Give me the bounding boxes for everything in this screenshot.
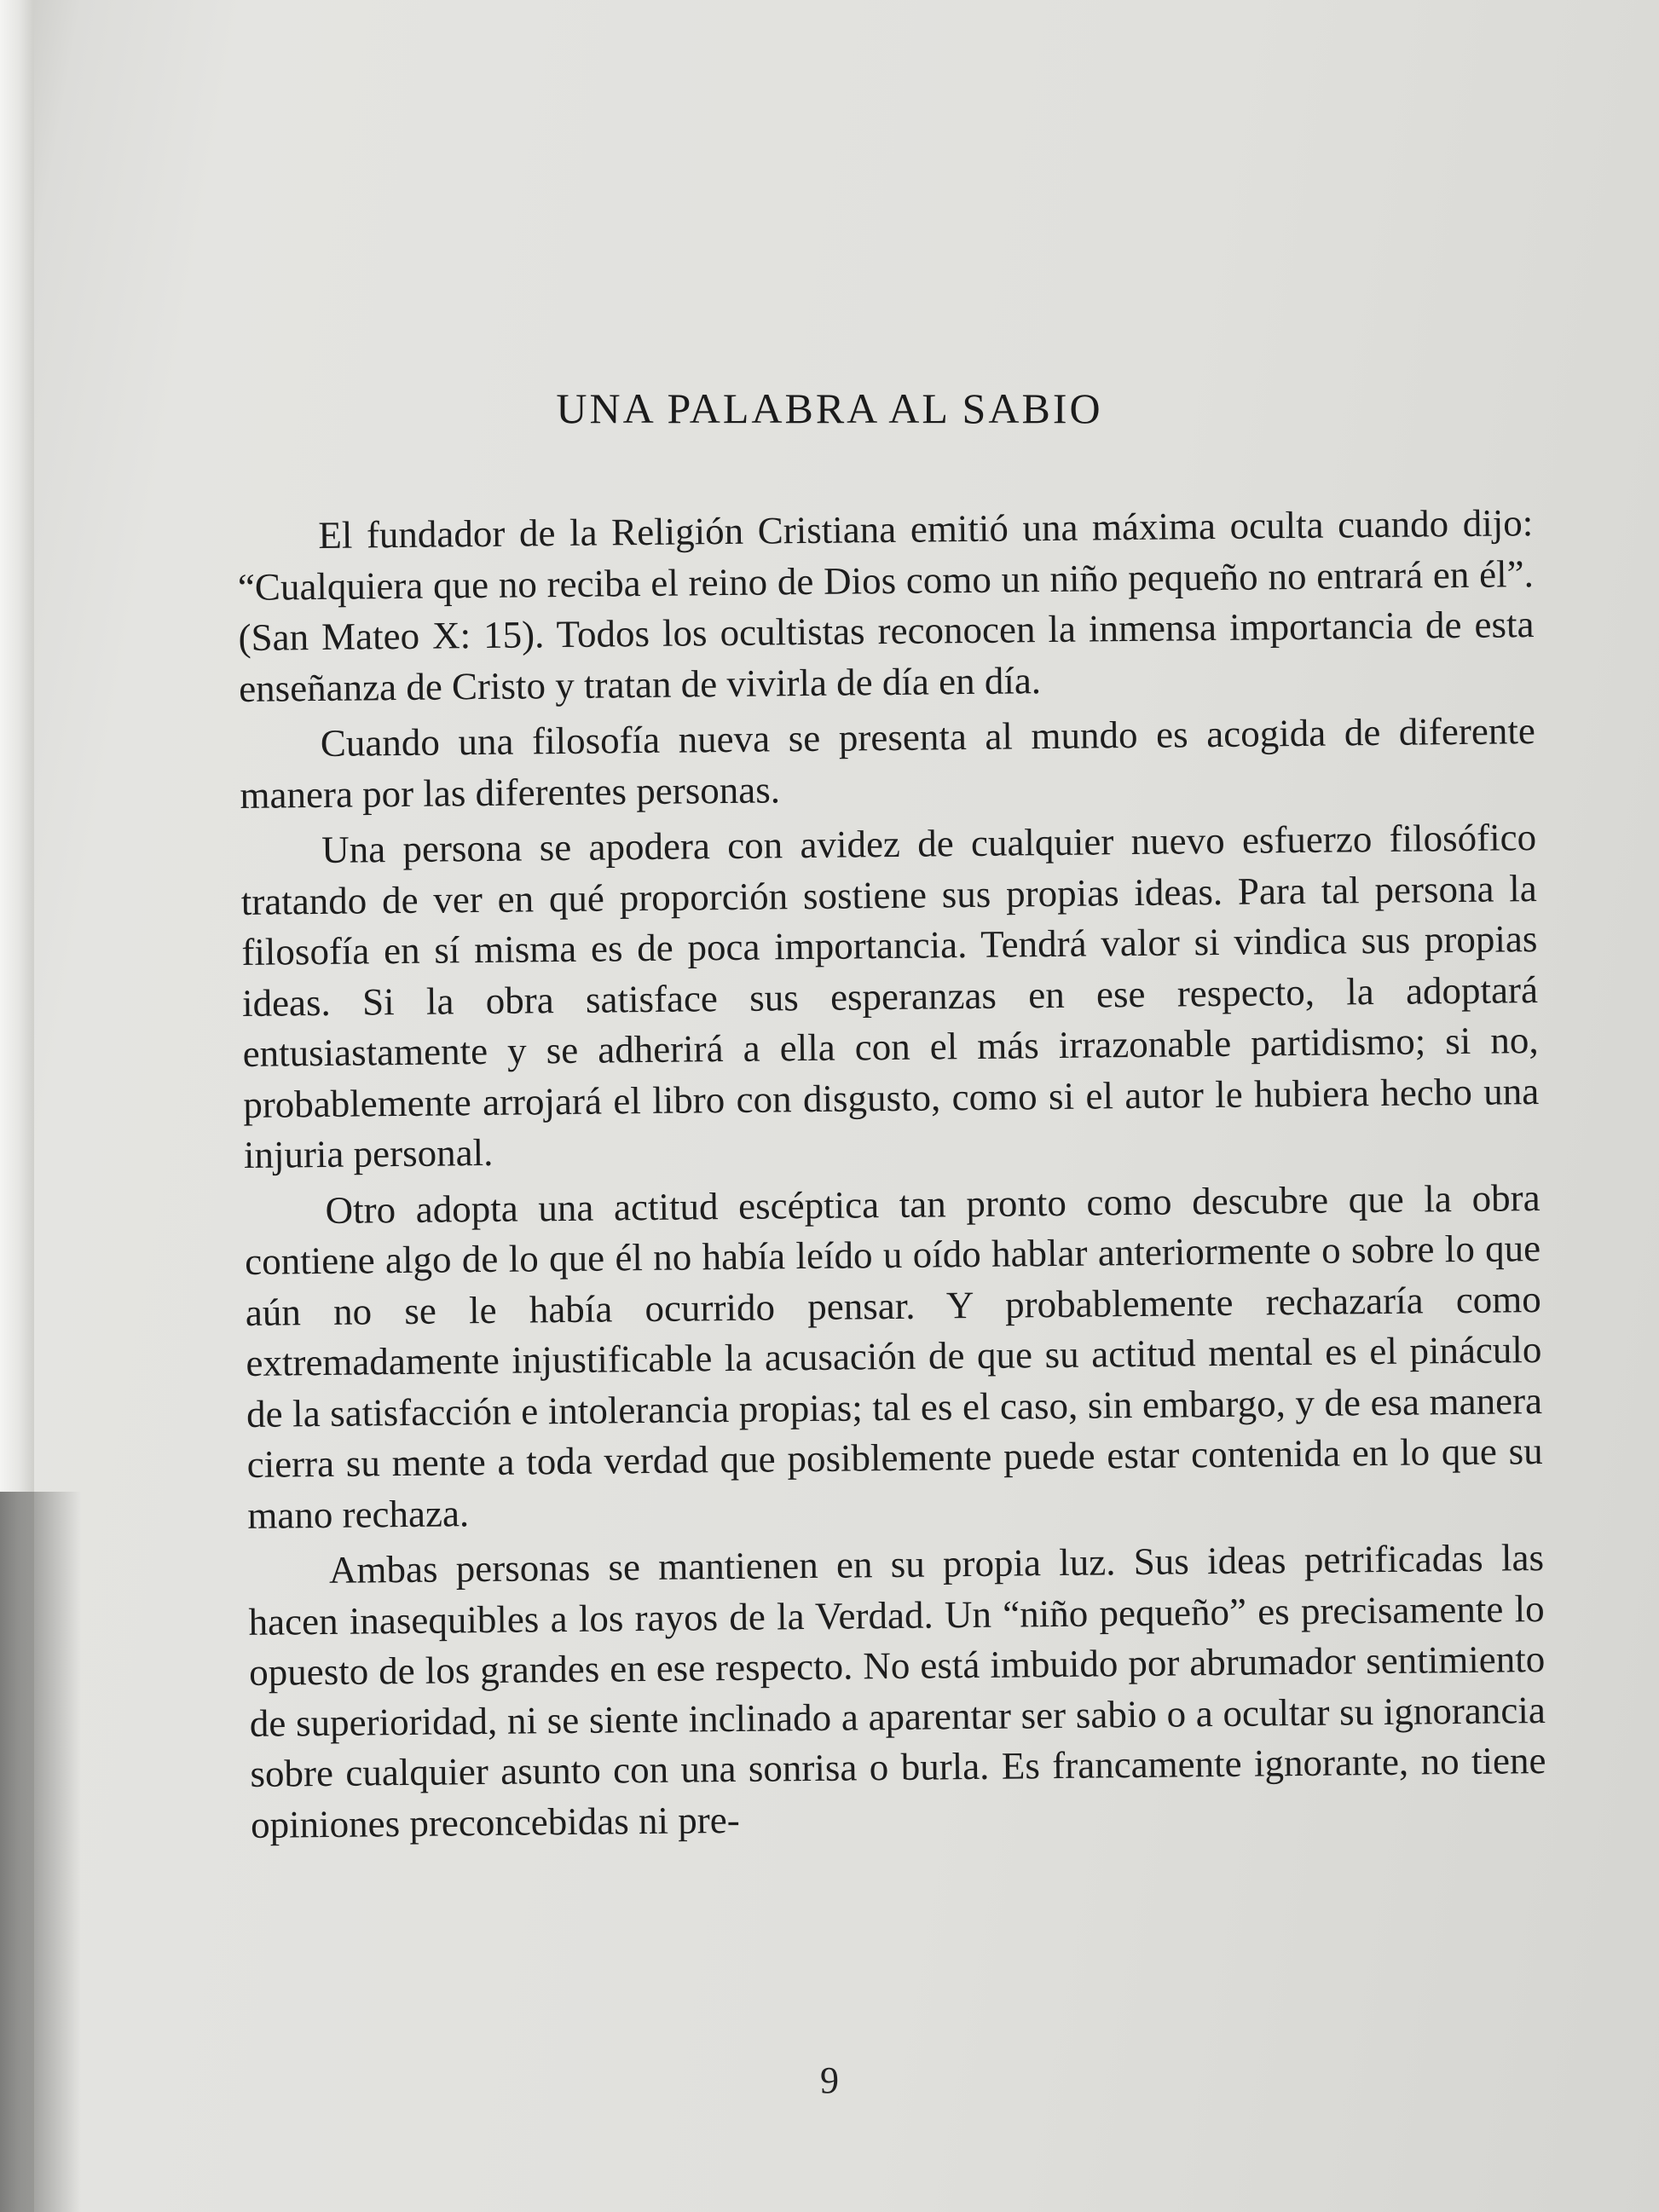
paragraph-1: El fundador de la Religión Cristiana emitió una máxima oculta cuando dijo: “Cualquiera que no reciba el reino de Dios como un niño pequeño no entrará en él”. (San Mateo X: 15). Todos los ocultistas reconocen la inmensa importancia de esta enseñanza de Cristo y tratan de vivirla de día en día.: [237, 501, 1535, 710]
finger-shadow: [0, 1492, 81, 2212]
paragraph-5: Ambas personas se mantienen en su propia luz. Sus ideas petrificadas las hacen inasequibles a los rayos de la Verdad. Un “niño pequeño” es precisamente lo opuesto de los grandes en ese respecto. No está imbuido por abrumador sentimiento de superioridad, ni se siente inclinado a aparentar ser sabio o a ocultar su ignorancia sobre cualquier asunto con una sonrisa o burla. Es francamente ignorante, no tiene opiniones preconcebidas ni pre-: [248, 1536, 1546, 1846]
page-number: 9: [820, 2059, 839, 2101]
chapter-title: UNA PALABRA AL SABIO: [556, 384, 1103, 432]
paragraph-4: Otro adopta una actitud escéptica tan pronto como descubre que la obra contiene algo de lo que él no había leído u oído hablar anteriormente o sobre lo que aún no se le había ocurrido pensar. Y probablemente rechazaría como extremadamente injustificable la acusación de que su actitud mental es el pináculo de la satisfacción e intolerancia propias; tal es el caso, sin embargo, y de esa manera cierra su mente a toda verdad que posiblemente puede estar contenida en lo que su mano rechaza.: [244, 1175, 1543, 1537]
body-text: [237, 498, 1546, 1856]
paragraph-3: Una persona se apodera con avidez de cualquier nuevo esfuerzo filosófico tratando de ver en qué proporción sostiene sus propias ideas. Para tal persona la filosofía en sí misma es de poca importancia. Tendrá valor si vindica sus propias ideas. Si la obra satisface sus esperanzas en ese respecto, la adoptará entusiastamente y se adherirá a ella con el más irrazonable partidismo; si no, probablemente arrojará el libro con disgusto, como si el autor le hubiera hecho una injuria personal.: [240, 816, 1540, 1176]
paragraph-2: Cuando una filosofía nueva se presenta al mundo es acogida de diferente manera por las diferentes personas.: [240, 709, 1536, 817]
